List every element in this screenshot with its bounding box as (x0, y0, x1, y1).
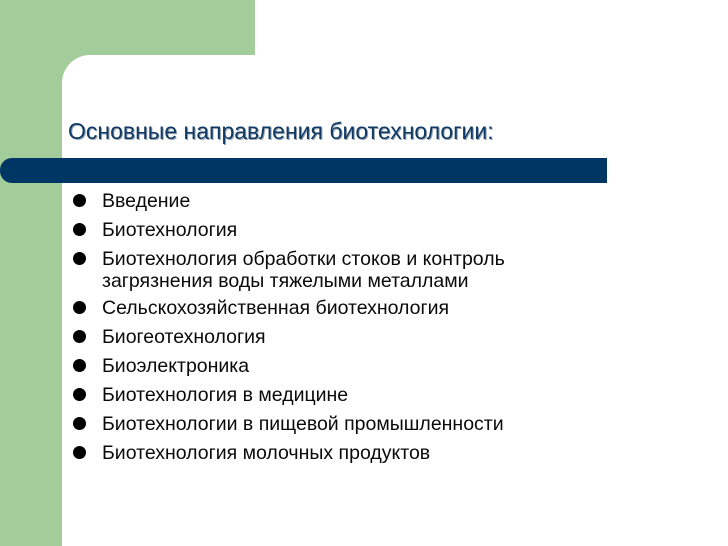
bullet-text: Биоэлектроника (102, 355, 250, 377)
bullet-item (73, 413, 613, 435)
bullet-item (73, 219, 613, 241)
bullet-text: Биотехнология в медицине (102, 384, 349, 406)
title-underline-bar (0, 158, 607, 183)
bullet-icon (73, 388, 86, 401)
bullet-text: Биотехнология (102, 219, 238, 241)
bullet-item (73, 190, 613, 212)
bullet-item (73, 442, 613, 464)
bullet-text: Сельскохозяйственная биотехнология (102, 297, 450, 319)
bullet-icon (73, 359, 86, 372)
bullet-icon (73, 223, 86, 236)
bullet-item (73, 384, 613, 406)
bullet-item (73, 297, 613, 319)
bullet-icon (73, 194, 86, 207)
bullet-icon (73, 446, 86, 459)
bullet-text: Введение (102, 190, 191, 212)
bullet-text: Биотехнологии в пищевой промышленности (102, 413, 504, 435)
bullet-icon (73, 330, 86, 343)
bullet-text: Биотехнология молочных продуктов (102, 442, 431, 464)
bullet-icon (73, 301, 86, 314)
slide-title: Основные направления биотехнологии: (68, 118, 494, 144)
bullet-item (73, 355, 613, 377)
bullet-text: Биогеотехнология (102, 326, 266, 348)
bullet-text: Биотехнология обработки стоков и контроль загрязнения воды тяжелыми металлами (102, 248, 505, 292)
bullet-list (73, 190, 613, 471)
bullet-item (73, 248, 613, 292)
bullet-item (73, 326, 613, 348)
bullet-icon (73, 252, 86, 265)
bullet-icon (73, 417, 86, 430)
